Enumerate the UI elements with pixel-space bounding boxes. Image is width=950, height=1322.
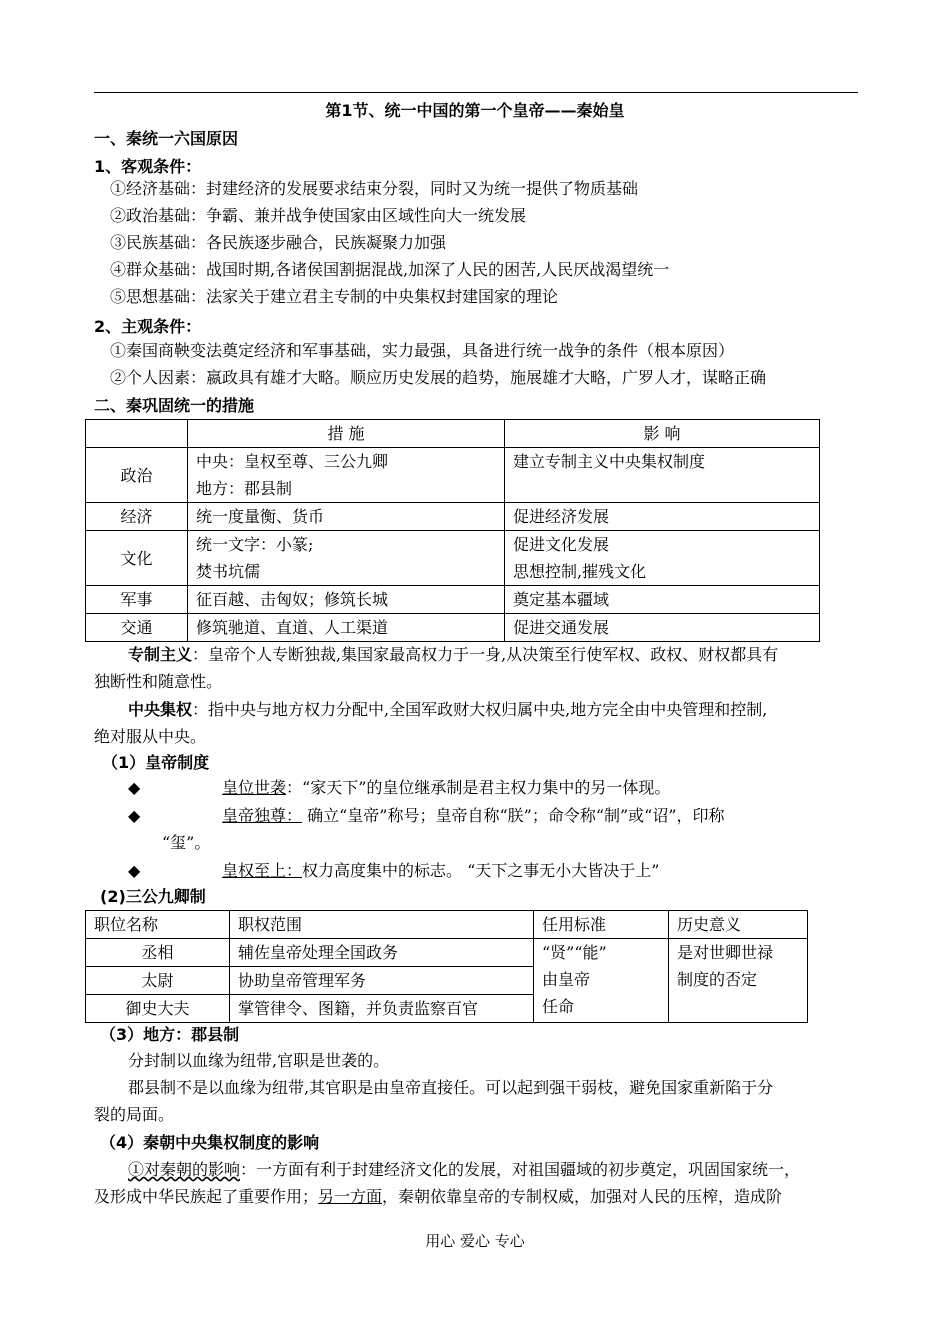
subjective-item: ①秦国商鞅变法奠定经济和军事基础，实力最强，具备进行统一战争的条件（根本原因） <box>110 341 735 360</box>
local-paragraph: 郡县制不是以血缘为纽带,其官职是由皇帝直接任。可以起到强干弱枝，避免国家重新陷于分 <box>128 1078 774 1097</box>
duty-cell: 协助皇帝管理军务 <box>230 967 534 995</box>
position-cell: 太尉 <box>86 967 230 995</box>
measures-table <box>85 419 820 642</box>
area-cell: 政治 <box>86 448 188 503</box>
section2-heading: 二、秦巩固统一的措施 <box>94 396 255 415</box>
objective-item: ④群众基础：战国时期,各诸侯国割据混战,加深了人民的困苦,人民厌战渴望统一 <box>110 260 670 279</box>
area-cell: 文化 <box>86 531 188 586</box>
despotism-term: 专制主义 <box>128 645 193 664</box>
position-cell: 御史大夫 <box>86 995 230 1023</box>
area-cell: 交通 <box>86 614 188 642</box>
measure-cell: 统一文字：小篆; 焚书坑儒 <box>188 531 505 586</box>
measure-cell: 修筑驰道、直道、人工渠道 <box>188 614 505 642</box>
table-header-cell: 任用标准 <box>534 911 669 939</box>
section1-heading: 一、秦统一六国原因 <box>94 129 239 148</box>
measure-cell: 征百越、击匈奴；修筑长城 <box>188 586 505 614</box>
page-footer: 用心 爱心 专心 <box>425 1232 525 1250</box>
bullet-icon: ◆ <box>128 861 141 880</box>
effect-cell: 促进文化发展 思想控制,摧残文化 <box>505 531 820 586</box>
page-title: 第1节、统一中国的第一个皇帝——秦始皇 <box>325 101 625 120</box>
objective-item: ②政治基础：争霸、兼并战争使国家由区域性向大一统发展 <box>110 206 527 225</box>
table-header-cell: 职权范围 <box>230 911 534 939</box>
subjective-heading: 2、主观条件： <box>94 317 202 336</box>
table-header-cell: 职位名称 <box>86 911 230 939</box>
table-header-row <box>86 420 820 448</box>
emperor-item-cont: “玺”。 <box>162 833 211 852</box>
ministers-heading: (2)三公九卿制 <box>100 887 206 906</box>
table-row <box>86 448 820 503</box>
influence-heading: （4）秦朝中央集权制度的影响 <box>100 1133 320 1152</box>
header-rule <box>94 92 858 93</box>
influence-line: 及形成中华民族起了重要作用；另一方面，秦朝依靠皇帝的专制权威，加强对人民的压榨，造成阶 <box>94 1187 783 1206</box>
bullet-icon: ◆ <box>128 806 141 825</box>
duty-cell: 掌管律令、图籍，并负责监察百官 <box>230 995 534 1023</box>
centralization-line: 中央集权：指中央与地方权力分配中,全国军政财大权归属中央,地方完全由中央管理和控制, <box>128 700 768 719</box>
area-cell: 经济 <box>86 503 188 531</box>
effect-cell: 奠定基本疆域 <box>505 586 820 614</box>
duty-cell: 辅佐皇帝处理全国政务 <box>230 939 534 967</box>
table-header-cell: 影 响 <box>505 420 820 448</box>
objective-heading: 1、客观条件： <box>94 157 202 176</box>
standard-cell: “贤”“能” 由皇帝 任命 <box>534 939 669 1023</box>
table-row <box>86 503 820 531</box>
emperor-heading: （1）皇帝制度 <box>102 753 210 772</box>
local-paragraph: 裂的局面。 <box>94 1105 175 1124</box>
table-row <box>86 531 820 586</box>
table-row <box>86 614 820 642</box>
objective-item: ①经济基础：封建经济的发展要求结束分裂，同时又为统一提供了物质基础 <box>110 179 639 198</box>
table-header-cell <box>86 420 188 448</box>
emperor-item: 皇权至上：权力高度集中的标志。 “天下之事无小大皆决于上” <box>222 861 660 880</box>
objective-item: ③民族基础：各民族逐步融合，民族凝聚力加强 <box>110 233 447 252</box>
influence-line: ①对秦朝的影响：一方面有利于封建经济文化的发展，对祖国疆域的初步奠定，巩固国家统一， <box>128 1160 801 1179</box>
despotism-line: 独断性和随意性。 <box>94 672 223 691</box>
emperor-item: 皇位世袭：“家天下”的皇位继承制是君主权力集中的另一体现。 <box>222 778 671 797</box>
measure-cell: 统一度量衡、货币 <box>188 503 505 531</box>
local-heading: （3）地方：郡县制 <box>100 1025 240 1044</box>
area-cell: 军事 <box>86 586 188 614</box>
table-header-cell: 历史意义 <box>669 911 808 939</box>
effect-cell: 促进经济发展 <box>505 503 820 531</box>
significance-cell: 是对世卿世禄 制度的否定 <box>669 939 808 1023</box>
ministers-table <box>85 910 808 1023</box>
objective-item: ⑤思想基础：法家关于建立君主专制的中央集权封建国家的理论 <box>110 287 559 306</box>
bullet-icon: ◆ <box>128 778 141 797</box>
effect-cell: 建立专制主义中央集权制度 <box>505 448 820 503</box>
table-row <box>86 586 820 614</box>
subjective-item: ②个人因素：嬴政具有雄才大略。顺应历史发展的趋势，施展雄才大略，广罗人才，谋略正确 <box>110 368 767 387</box>
table-row <box>86 939 808 967</box>
position-cell: 丞相 <box>86 939 230 967</box>
effect-cell: 促进交通发展 <box>505 614 820 642</box>
table-header-cell: 措 施 <box>188 420 505 448</box>
table-header-row <box>86 911 808 939</box>
measure-cell: 中央：皇权至尊、三公九卿 地方：郡县制 <box>188 448 505 503</box>
emperor-item: 皇帝独尊： 确立“皇帝”称号；皇帝自称“朕”；命令称“制”或“诏”，印称 <box>222 806 725 825</box>
centralization-line: 绝对服从中央。 <box>94 727 207 746</box>
despotism-line: 专制主义：皇帝个人专断独裁,集国家最高权力于一身,从决策至行使军权、政权、财权都具有 <box>128 645 779 664</box>
local-paragraph: 分封制以血缘为纽带,官职是世袭的。 <box>128 1051 390 1070</box>
centralization-term: 中央集权 <box>128 700 193 719</box>
